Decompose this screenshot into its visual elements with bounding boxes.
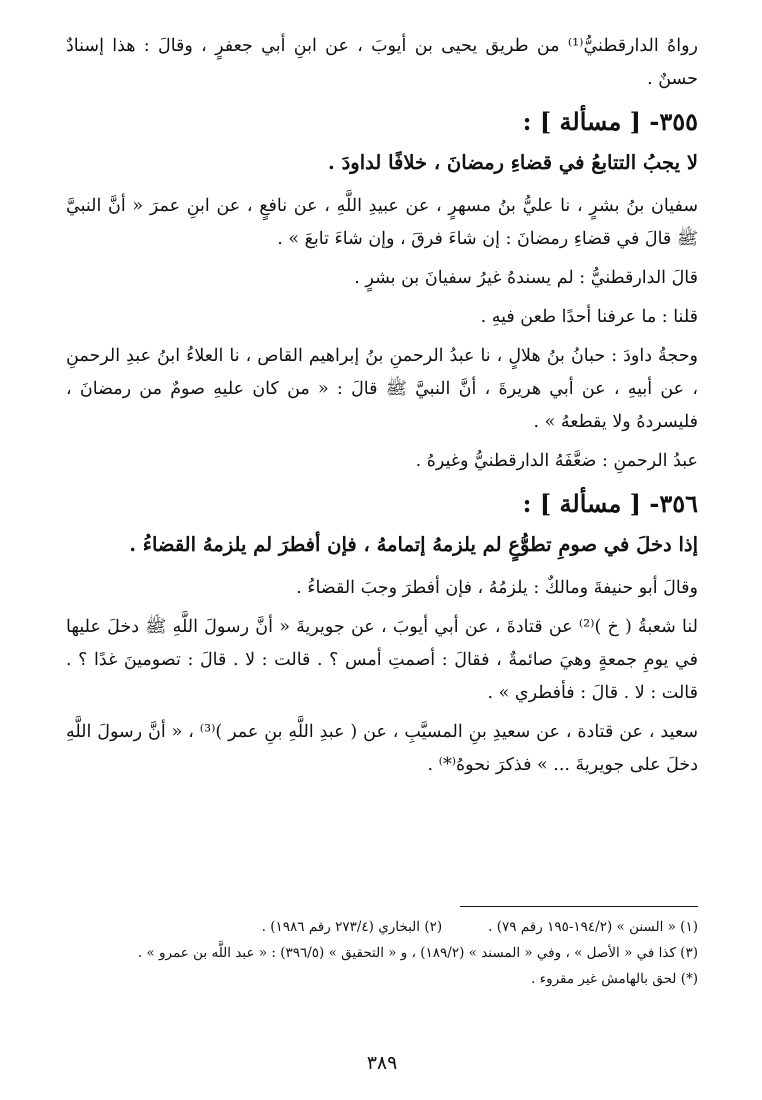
issue-356-paragraph: وقالَ أبو حنيفةَ ومالكٌ : يلزمُهُ ، فإن أفطرَ وجبَ القضاءُ .	[296, 578, 698, 598]
footnote-3: (٣) كذا في « الأصل » ، وفي « المسند » (١٨٩/٢) ، و « التحقيق » (٣٩٦/٥) : « عبد اللَّه بن عمرو » .	[137, 945, 698, 961]
intro-paragraph: رواهُ الدارقطنيُّ⁽¹⁾ من طريق يحيى بن أيوبَ ، عن ابنِ أبي جعفرٍ ، وقالَ : هذا إسنادٌ حسنٌ .	[66, 36, 698, 89]
issue-356-title: إذا دخلَ في صومِ تطوُّعٍ لم يلزمهُ إتمامهُ ، فإن أفطرَ لم يلزمهُ القضاءُ .	[129, 533, 698, 556]
issue-355-paragraph: عبدُ الرحمنِ : ضعَّفَهُ الدارقطنيُّ وغيرهُ .	[415, 451, 698, 471]
issue-355-body	[66, 190, 698, 478]
document-page	[66, 30, 698, 1080]
footnote-divider	[460, 906, 698, 907]
issue-356-body	[66, 572, 698, 782]
issue-356-paragraph: سعيد ، عن قتادة ، عن سعيدِ بنِ المسيَّبِ ، عن ( عبدِ اللَّهِ بنِ عمر )⁽³⁾ ، « أنَّ رسولَ اللَّهِ دخلَ على جويريةَ ... » فذكرَ نحوهُ⁽*⁾ .	[66, 722, 698, 775]
footnote-row	[66, 914, 698, 940]
issue-356-paragraph: لنا شعبةُ ( خ )⁽²⁾ عن قتادةَ ، عن أبي أيوبَ ، عن جويريةَ « أنَّ رسولَ اللَّهِ ﷺ دخلَ عليها في يومِ جمعةٍ وهيَ صائمةٌ ، فقالَ : أصمتِ أمس ؟ . قالت : لا . قالَ : تصومينَ غدًا ؟ . قالت : لا . قالَ : فأفطري » .	[66, 617, 698, 703]
issue-355-heading: ٣٥٥- [ مسألة ] :	[522, 107, 698, 136]
issue-355-title: لا يجبُ التتابعُ في قضاءِ رمضانَ ، خلافًا لداودَ .	[328, 151, 698, 174]
page-number: ٣٨٩	[366, 1052, 398, 1074]
issue-356-heading: ٣٥٦- [ مسألة ] :	[522, 489, 698, 518]
issue-356	[66, 486, 698, 782]
footnotes	[66, 914, 698, 992]
intro-block	[66, 30, 698, 96]
footnote-4: (*) لحق بالهامش غير مقروء .	[531, 971, 698, 987]
footnote-2: (٢) البخاري (٢٧٣/٤ رقم ١٩٨٦) .	[261, 919, 443, 935]
issue-355-paragraph: قلنا : ما عرفنا أحدًا طعن فيهِ .	[480, 307, 698, 327]
issue-355-paragraph: وحجةُ داودَ : حبانُ بنُ هلالٍ ، نا عبدُ الرحمنِ بنُ إبراهيم القاص ، نا العلاءُ ابنُ عبدِ الرحمنِ ، عن أبيهِ ، عن أبي هريرةَ ، أنَّ النبيَّ ﷺ قالَ : « من كان عليهِ صومٌ من رمضانَ ، فليسردهُ ولا يقطعهُ » .	[66, 346, 698, 432]
footnote-1: (١) « السنن » (١٩٤/٢-١٩٥ رقم ٧٩) .	[488, 919, 698, 935]
issue-355-paragraph: سفيان بنُ بشرٍ ، نا عليُّ بنُ مسهرٍ ، عن عبيدِ اللَّهِ ، عن نافعٍ ، عن ابنِ عمرَ « أنَّ النبيَّ ﷺ قالَ في قضاءِ رمضانَ : إن شاءَ فرقَ ، وإن شاءَ تابعَ » .	[66, 196, 698, 249]
issue-355	[66, 104, 698, 478]
issue-355-paragraph: قالَ الدارقطنيُّ : لم يسندهُ غيرُ سفيانَ بن بشرٍ .	[354, 268, 698, 288]
